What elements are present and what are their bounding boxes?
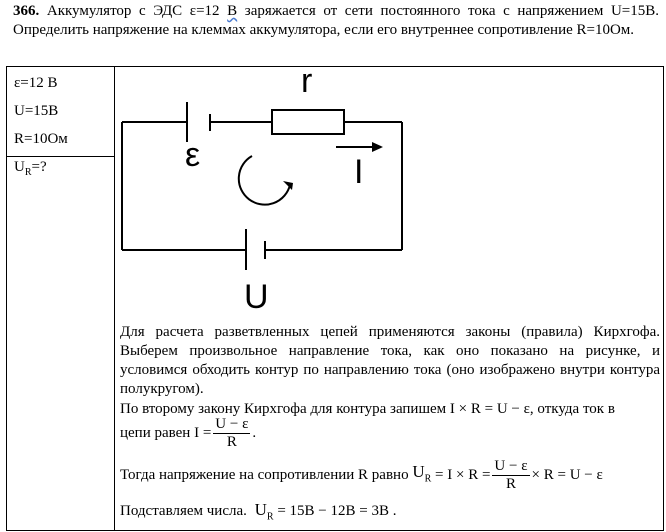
problem-number: 366. <box>13 3 40 19</box>
given-voltage: U=15В <box>14 103 59 119</box>
solution-paragraph-2: По второму закону Кирхгофа для контура запишем I × R = U − ε, откуда ток в <box>120 401 615 417</box>
label-u: U <box>244 278 269 316</box>
resistor-box <box>272 110 344 134</box>
fraction-current: $\frac{U - \varepsilon}{R}$ <box>215 416 249 450</box>
given-emf: ε=12 В <box>14 75 58 91</box>
label-current: I <box>354 153 364 191</box>
current-arrowhead <box>372 142 383 152</box>
solution-paragraph-5: Подставляем числа. $U_R = 15В - 12В = 3В$ . <box>120 500 397 523</box>
solution-paragraph-3: цепи равен I = $\frac{U - \varepsilon}{R}$ . <box>120 416 257 450</box>
circulation-arc <box>239 156 290 205</box>
solution-paragraph-1: Для расчета разветвленных цепей применяются законы (правила) Кирхгофа. Выберем произвольное направление тока, как оно показано на рисунке, и условимся обходить контур по направлению тока (оно изображено внутри контура полукругом). <box>120 324 660 397</box>
unit-squiggle: В <box>227 3 238 19</box>
equation-1: I × R = U − ε <box>449 401 530 417</box>
label-emf: ε <box>185 136 201 174</box>
given-find: $U_R=$? <box>14 159 47 178</box>
problem-text-a: Аккумулятор с ЭДС ε=12 <box>39 3 228 19</box>
problem-text-b: заряжается от сети постоянного тока с напряжением U=15В. Определить напряжение на клеммах аккумулятора, если его внутреннее сопротивление R=10Ом. <box>13 3 659 38</box>
label-r: r <box>301 62 313 100</box>
given-resistance: R=10Ом <box>14 131 68 147</box>
solution-paragraph-4: Тогда напряжение на сопротивлении R равно $U_R = I \times R$ = $\frac{U - \varepsilon}{R}$ × R = U − ε <box>120 458 603 492</box>
fraction-voltage: $\frac{U - \varepsilon}{R}$ <box>494 458 528 492</box>
